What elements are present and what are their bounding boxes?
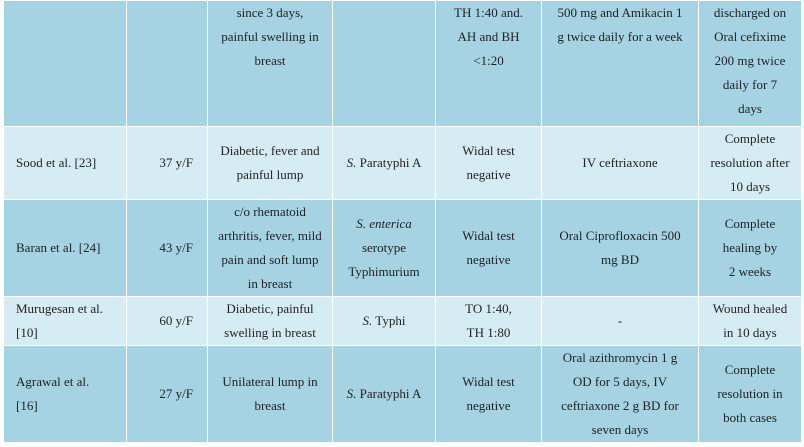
- cell-line: [10]: [16, 325, 38, 340]
- cell-line: Diabetic, painful: [226, 301, 314, 316]
- cell-line: TH 1:80: [466, 325, 511, 340]
- cell-line: mg BD: [601, 252, 639, 267]
- cell-line: Widal test: [462, 228, 515, 243]
- cell-line: swelling in breast: [224, 325, 316, 340]
- presentation-cell: [208, 200, 333, 297]
- cell-line: negative: [466, 252, 511, 267]
- cell-line: Complete: [724, 362, 776, 377]
- cell-line: discharged on: [713, 5, 787, 20]
- organism-cell: [333, 346, 436, 443]
- author-cell: Sood et al. [23]: [4, 127, 127, 200]
- cell-line: [337, 212, 431, 236]
- presentation-cell: [208, 346, 333, 443]
- table-row: [4, 200, 802, 297]
- cell-line: healing by: [722, 240, 778, 255]
- treatment-cell: [542, 1, 699, 127]
- cell-line: Complete: [724, 131, 776, 146]
- outcome-cell: [699, 127, 802, 200]
- serovar: Typhi: [372, 313, 406, 328]
- organism-cell: [333, 1, 436, 127]
- cell-line: negative: [466, 398, 511, 413]
- outcome-cell: [699, 1, 802, 127]
- presentation-cell: [208, 297, 333, 346]
- table-row: [4, 127, 802, 200]
- serovar: Paratyphi A: [356, 386, 422, 401]
- table-row: [4, 346, 802, 443]
- serology-cell: [436, 200, 542, 297]
- cell-line: daily for 7: [722, 77, 778, 92]
- cell-line: painful lump: [236, 167, 304, 182]
- cell-line: Oral Ciprofloxacin 500: [559, 228, 681, 243]
- case-reports-table: [3, 0, 802, 443]
- cell-line: Oral azithromycin 1 g: [562, 350, 678, 365]
- cell-line: Murugesan et al.: [16, 301, 104, 316]
- cell-line: arthritis, fever, mild: [218, 228, 322, 243]
- cell-line: pain and soft lump: [221, 252, 319, 267]
- cell-line: 2 weeks: [728, 264, 772, 279]
- serovar: Paratyphi A: [356, 155, 422, 170]
- cell-line: in breast: [247, 276, 293, 291]
- cell-line: Agrawal et al.: [16, 374, 90, 389]
- age-sex-cell: [127, 1, 208, 127]
- treatment-cell: [542, 200, 699, 297]
- age-sex-cell: 27 y/F: [127, 346, 208, 443]
- serology-cell: [436, 297, 542, 346]
- cell-line: both cases: [723, 410, 777, 425]
- cell-line: TO 1:40,: [465, 301, 512, 316]
- cell-line: Unilateral lump in: [222, 374, 318, 389]
- age-sex-cell: 60 y/F: [127, 297, 208, 346]
- cell-line: painful swelling in: [221, 29, 319, 44]
- cell-line: resolution in: [717, 386, 783, 401]
- outcome-cell: [699, 346, 802, 443]
- author-cell: [4, 1, 127, 127]
- cell-line: ceftriaxone 2 g BD for: [561, 398, 679, 413]
- cell-line: breast: [254, 53, 286, 68]
- cell-line: Widal test: [462, 374, 515, 389]
- cell-line: [16]: [16, 398, 38, 413]
- cell-line: days: [738, 101, 762, 116]
- cell-line: seven days: [591, 422, 649, 437]
- treatment-cell: IV ceftriaxone: [542, 127, 699, 200]
- cell-line: <1:20: [473, 53, 504, 68]
- age-sex-cell: 43 y/F: [127, 200, 208, 297]
- cell-line: Diabetic, fever and: [220, 143, 320, 158]
- serology-cell: [436, 346, 542, 443]
- cell-line: g twice daily for a week: [557, 29, 683, 44]
- serology-cell: [436, 127, 542, 200]
- cell-line: Oral cefixime: [714, 29, 786, 44]
- outcome-cell: [699, 200, 802, 297]
- cell-line: 500 mg and Amikacin 1: [557, 5, 683, 20]
- outcome-cell: [699, 297, 802, 346]
- cell-line: resolution after: [710, 155, 790, 170]
- species-name: S. enterica: [356, 216, 412, 231]
- organism-cell: [333, 297, 436, 346]
- organism-cell: [333, 127, 436, 200]
- author-cell: [4, 346, 127, 443]
- author-cell: [4, 297, 127, 346]
- cell-line: Complete: [724, 216, 776, 231]
- genus-abbrev: S.: [346, 155, 357, 170]
- cell-line: Widal test: [462, 143, 515, 158]
- presentation-cell: [208, 1, 333, 127]
- treatment-cell: [542, 346, 699, 443]
- genus-abbrev: S.: [362, 313, 373, 328]
- cell-line: OD for 5 days, IV: [572, 374, 668, 389]
- cell-line: Wound healed: [712, 301, 788, 316]
- serology-cell: [436, 1, 542, 127]
- cell-line: in 10 days: [723, 325, 777, 340]
- cell-line: 200 mg twice: [714, 53, 786, 68]
- cell-line: TH 1:40 and.: [454, 5, 523, 20]
- cell-line: negative: [466, 167, 511, 182]
- cell-line: serotype: [361, 240, 407, 255]
- table-row: [4, 297, 802, 346]
- cell-line: breast: [254, 398, 286, 413]
- treatment-cell: -: [542, 297, 699, 346]
- age-sex-cell: 37 y/F: [127, 127, 208, 200]
- cell-line: AH and BH: [457, 29, 520, 44]
- table-row: [4, 1, 802, 127]
- cell-line: 10 days: [729, 179, 771, 194]
- cell-line: since 3 days,: [236, 5, 304, 20]
- organism-cell: [333, 200, 436, 297]
- genus-abbrev: S.: [346, 386, 357, 401]
- author-cell: Baran et al. [24]: [4, 200, 127, 297]
- cell-line: c/o rhematoid: [234, 204, 306, 219]
- cell-line: Typhimurium: [348, 264, 420, 279]
- presentation-cell: [208, 127, 333, 200]
